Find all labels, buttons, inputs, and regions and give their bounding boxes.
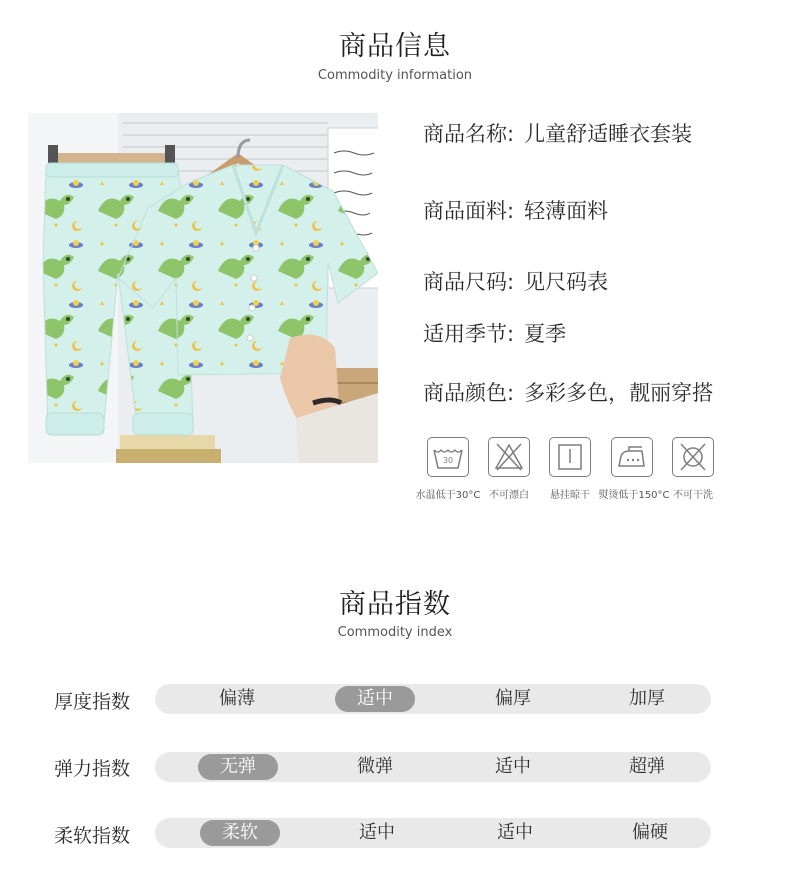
care-label-dryclean: 不可干洗 xyxy=(673,490,713,501)
index-label-softness: 柔软指数 xyxy=(54,825,131,847)
index-option-selected[interactable]: 柔软 xyxy=(222,822,258,843)
info-value-size: 见尺码表 xyxy=(524,270,609,294)
info-row-season xyxy=(423,318,566,348)
index-section-subtitle: Commodity index xyxy=(337,625,453,640)
info-value-name: 儿童舒适睡衣套装 xyxy=(524,122,693,146)
index-option[interactable]: 微弹 xyxy=(357,756,393,777)
index-bar-thickness xyxy=(155,684,711,714)
index-option[interactable]: 偏厚 xyxy=(495,688,531,709)
index-option[interactable]: 偏硬 xyxy=(632,822,668,843)
info-row-fabric xyxy=(423,195,608,225)
index-option-selected[interactable]: 无弹 xyxy=(220,756,256,777)
index-option[interactable]: 适中 xyxy=(359,822,395,843)
info-value-color: 多彩多色，靓丽穿搭 xyxy=(524,381,714,405)
index-bar-elasticity xyxy=(155,752,711,782)
care-label-iron: 熨烫低于150°C xyxy=(598,490,670,501)
info-row-color xyxy=(423,377,713,407)
no-tumble-dry-icon xyxy=(672,437,714,477)
info-row-size xyxy=(423,266,608,296)
info-label-color: 商品颜色: xyxy=(423,381,515,405)
care-label-bleach: 不可漂白 xyxy=(489,490,529,501)
info-label-fabric: 商品面料: xyxy=(423,199,515,223)
info-row-name xyxy=(423,118,692,148)
index-label-thickness: 厚度指数 xyxy=(54,691,131,713)
index-bar-softness xyxy=(155,818,711,848)
info-value-fabric: 轻薄面料 xyxy=(524,199,609,223)
index-section-title: 商品指数 xyxy=(339,589,451,620)
care-label-dry: 悬挂晾干 xyxy=(550,490,590,501)
index-option[interactable]: 适中 xyxy=(497,822,533,843)
info-section-title: 商品信息 xyxy=(339,31,451,62)
no-bleach-icon xyxy=(488,437,530,477)
wash-temp-text: 30 xyxy=(442,456,454,465)
info-section-subtitle: Commodity information xyxy=(317,68,473,83)
index-label-elasticity: 弹力指数 xyxy=(54,758,131,780)
hang-dry-icon xyxy=(549,437,591,477)
info-label-season: 适用季节: xyxy=(423,322,515,346)
index-option[interactable]: 超弹 xyxy=(629,756,665,777)
care-label-wash: 水温低于30°C xyxy=(415,490,481,501)
index-option[interactable]: 适中 xyxy=(495,756,531,777)
wash-30-icon xyxy=(427,437,469,477)
product-photo xyxy=(28,113,378,463)
index-option[interactable]: 加厚 xyxy=(629,688,665,709)
iron-low-icon xyxy=(611,437,653,477)
info-label-size: 商品尺码: xyxy=(423,270,515,294)
index-option[interactable]: 偏薄 xyxy=(219,688,255,709)
info-label-name: 商品名称: xyxy=(423,122,515,146)
index-option-selected[interactable]: 适中 xyxy=(357,688,393,709)
info-value-season: 夏季 xyxy=(524,322,567,346)
